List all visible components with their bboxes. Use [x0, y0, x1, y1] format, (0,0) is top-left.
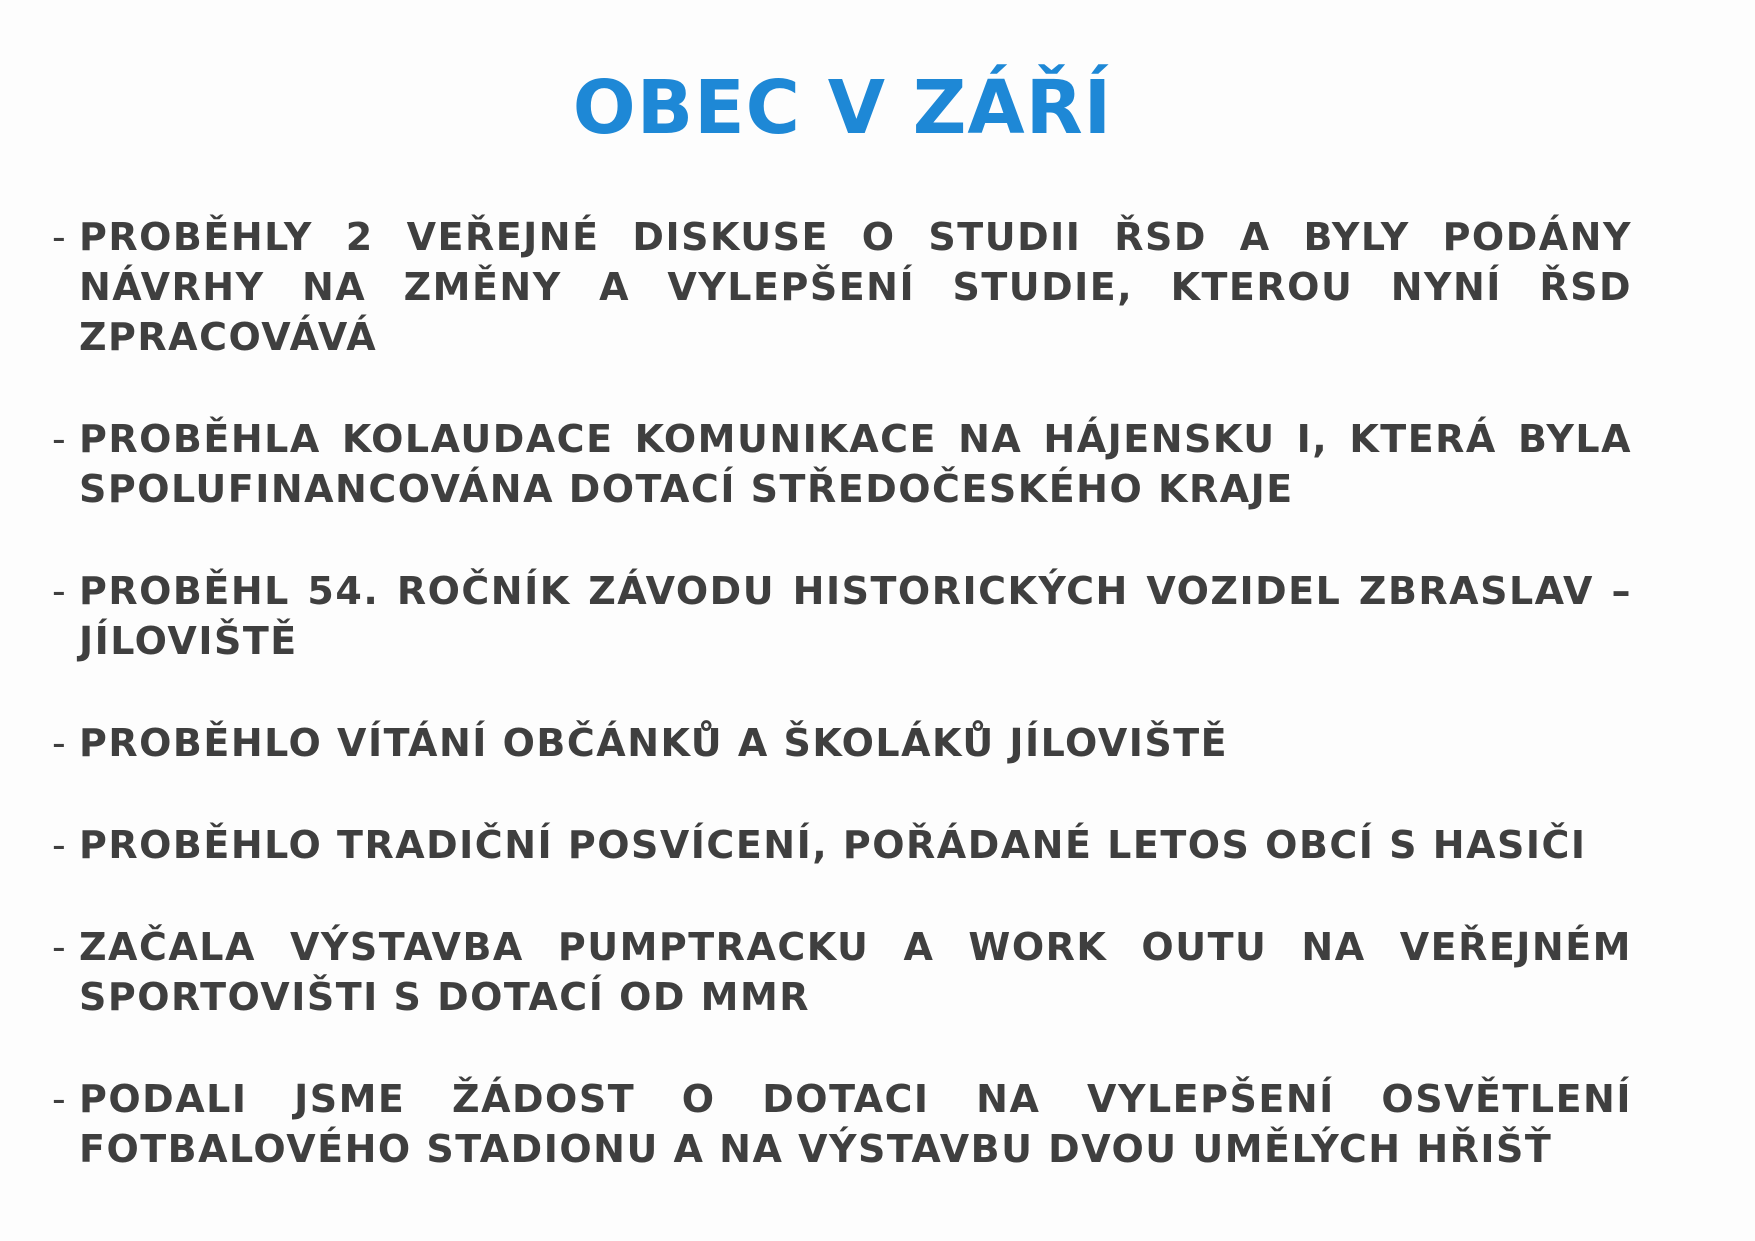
list-item	[52, 414, 1632, 514]
list-item-text: PODALI JSME ŽÁDOST O DOTACI NA VYLEPŠENÍ OSVĚTLENÍ FOTBALOVÉHO STADIONU A NA VÝSTAVBU DVOU UMĚLÝCH HŘIŠŤ	[79, 1077, 1632, 1171]
list-item	[52, 718, 1632, 768]
bullet-dash: -	[52, 721, 68, 765]
list-item-text: PROBĚHLO VÍTÁNÍ OBČÁNKŮ A ŠKOLÁKŮ JÍLOVIŠTĚ	[79, 721, 1229, 765]
page-title: OBEC V ZÁŘÍ	[572, 65, 1113, 151]
list-item-text: PROBĚHLA KOLAUDACE KOMUNIKACE NA HÁJENSKU I, KTERÁ BYLA SPOLUFINANCOVÁNA DOTACÍ STŘEDOČESKÉHO KRAJE	[79, 417, 1632, 511]
bullet-dash: -	[52, 417, 68, 461]
news-list	[52, 212, 1632, 1226]
list-item	[52, 1074, 1632, 1174]
bullet-dash: -	[52, 823, 68, 867]
list-item-text: PROBĚHLY 2 VEŘEJNÉ DISKUSE O STUDII ŘSD A BYLY PODÁNY NÁVRHY NA ZMĚNY A VYLEPŠENÍ STUDIE, KTEROU NYNÍ ŘSD ZPRACOVÁVÁ	[79, 215, 1632, 359]
bullet-dash: -	[52, 925, 68, 969]
bullet-dash: -	[52, 569, 68, 613]
list-item	[52, 566, 1632, 666]
list-item	[52, 922, 1632, 1022]
list-item-text: PROBĚHLO TRADIČNÍ POSVÍCENÍ, POŘÁDANÉ LETOS OBCÍ S HASIČI	[79, 823, 1587, 867]
list-item	[52, 820, 1632, 870]
list-item-text: PROBĚHL 54. ROČNÍK ZÁVODU HISTORICKÝCH VOZIDEL ZBRASLAV – JÍLOVIŠTĚ	[79, 569, 1632, 663]
list-item-text: ZAČALA VÝSTAVBA PUMPTRACKU A WORK OUTU NA VEŘEJNÉM SPORTOVIŠTI S DOTACÍ OD MMR	[79, 925, 1632, 1019]
list-item	[52, 212, 1632, 362]
bullet-dash: -	[52, 1077, 68, 1121]
bullet-dash: -	[52, 215, 68, 259]
